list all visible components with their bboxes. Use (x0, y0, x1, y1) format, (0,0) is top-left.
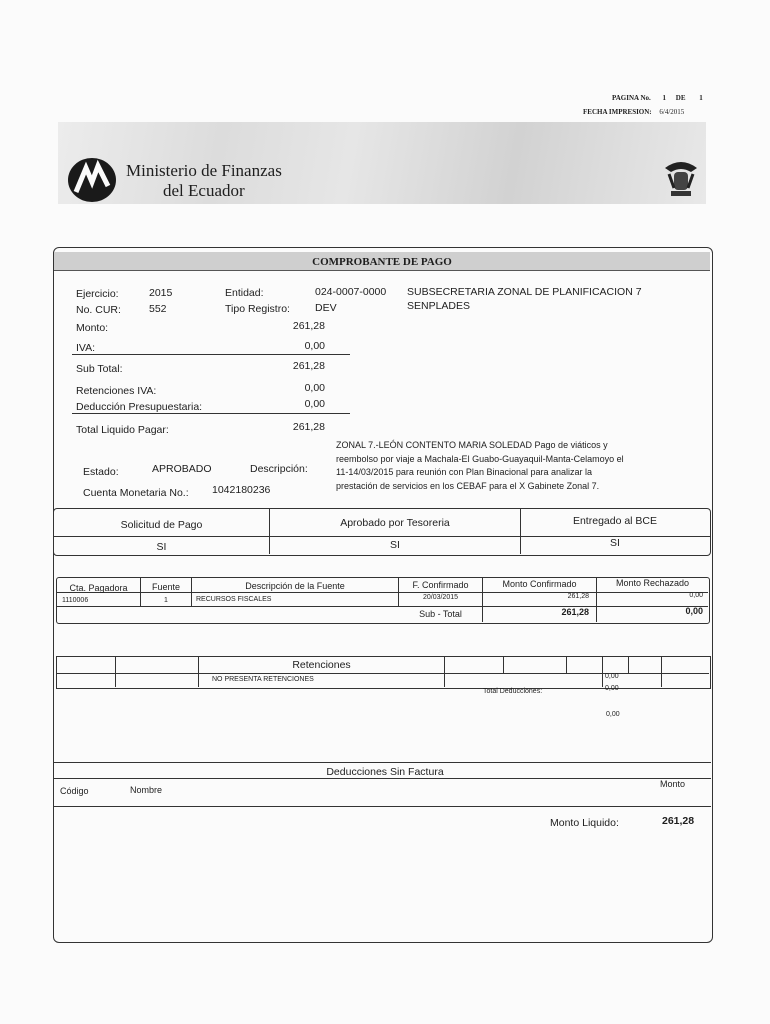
subtotal-rule (72, 354, 350, 355)
retenciones-row-value: 0,00 (605, 673, 619, 680)
deducciones-header-rule (54, 778, 711, 779)
deduccion-label: Deducción Presupuestaria: (76, 401, 203, 413)
cur-label: No. CUR: (76, 304, 121, 316)
retenciones-col-5 (566, 657, 567, 673)
funds-cell-fconfirmado: 20/03/2015 (422, 594, 459, 601)
descripcion-text: ZONAL 7.-LEÓN CONTENTO MARIA SOLEDAD Pago de viáticos y reembolso por viaje a Machala-El Guabo-Guayaquil-Manta-Celamoyo el 11-14/03/2015 para reunión con Plan Binacional para analizar la prestación de servicios en los CEBAF para el X Gabinete Zonal 7. (336, 440, 624, 491)
approval-header-solicitud: Solicitud de Pago (120, 519, 203, 531)
deducciones-top-rule (54, 762, 711, 763)
deducciones-col-code: Código (60, 786, 89, 796)
retenciones-col-7 (628, 657, 629, 673)
funds-subtotal-rejected: 0,00 (685, 606, 703, 616)
retenciones-iva-label: Retenciones IVA: (76, 385, 157, 397)
descripcion-label: Descripción: (250, 463, 308, 475)
funds-subtotal-confirmed: 261,28 (561, 607, 589, 617)
retenciones-extra-value: 0,00 (606, 711, 620, 718)
deducciones-col-amount: Monto (660, 779, 686, 789)
entidad-name-1: SUBSECRETARIA ZONAL DE PLANIFICACION 7 (407, 286, 642, 298)
total-deducciones-value: 0,00 (605, 685, 619, 692)
cur-value: 552 (149, 303, 167, 315)
funds-cell-monto-confirmado: 261,28 (567, 593, 589, 600)
approval-value-tesoreria: SI (390, 539, 400, 551)
retenciones-col-4 (503, 657, 504, 673)
voucher-title: COMPROBANTE DE PAGO (312, 256, 452, 268)
estado-value: APROBADO (152, 463, 212, 475)
deducciones-bottom-rule (54, 806, 711, 807)
iva-label: IVA: (76, 342, 96, 354)
approval-value-bce: SI (610, 537, 620, 549)
monto-value: 261,28 (292, 320, 325, 332)
retenciones-col-8 (661, 657, 662, 687)
approval-value-solicitud: SI (156, 541, 167, 553)
retenciones-col-6 (602, 657, 603, 687)
funds-cell-descripcion: RECURSOS FISCALES (196, 596, 272, 603)
funds-cell-fuente: 1 (164, 597, 168, 604)
total-value: 261,28 (292, 421, 325, 433)
subtotal-label: Sub Total: (76, 363, 123, 375)
monto-liquido-label: Monto Liquido: (550, 817, 619, 829)
funds-header-monto-confirmado: Monto Confirmado (502, 579, 577, 589)
deducciones-title: Deducciones Sin Factura (326, 766, 444, 778)
approval-header-bce: Entregado al BCE (572, 515, 658, 527)
total-deducciones-label: Total Deducciones: (483, 688, 543, 695)
funds-header-fconfirmado: F. Confirmado (412, 580, 469, 590)
ministry-name: Ministerio de Finanzas del Ecuador (126, 161, 282, 200)
funds-subtotal-label: Sub - Total (419, 609, 462, 619)
total-label: Total Liquido Pagar: (76, 424, 169, 436)
retenciones-iva-value: 0,00 (304, 382, 325, 394)
funds-header-fuente: Fuente (151, 582, 181, 592)
tipo-registro-label: Tipo Registro: (225, 303, 290, 315)
retenciones-row-text: NO PRESENTA RETENCIONES (212, 676, 314, 683)
subtotal-value: 261,28 (292, 360, 325, 372)
approval-header-tesoreria: Aprobado por Tesoreria (340, 517, 450, 529)
coat-of-arms-icon (661, 158, 701, 200)
cuenta-label: Cuenta Monetaria No.: (83, 487, 189, 499)
ejercicio-value: 2015 (149, 287, 173, 299)
entidad-label: Entidad: (225, 287, 264, 299)
monto-label: Monto: (76, 322, 109, 334)
page-number-label: PAGINA No. 1 DE 1 (612, 94, 703, 102)
funds-cell-monto-rechazado: 0,00 (689, 592, 703, 599)
retenciones-col-3 (444, 657, 445, 687)
iva-value: 0,00 (304, 340, 325, 352)
total-rule (72, 413, 350, 414)
funds-header-descripcion: Descripción de la Fuente (245, 581, 345, 591)
ministry-logo-icon (66, 156, 118, 204)
tipo-registro-value: DEV (315, 302, 337, 314)
funds-header-monto-rechazado: Monto Rechazado (615, 578, 690, 588)
estado-label: Estado: (83, 466, 119, 478)
funds-cell-cta: 1110006 (62, 597, 89, 604)
deducciones-col-name: Nombre (130, 785, 163, 795)
entidad-code: 024-0007-0000 (315, 286, 387, 298)
retenciones-col-1 (115, 657, 116, 687)
funds-header-cta: Cta. Pagadora (69, 583, 128, 593)
deduccion-value: 0,00 (304, 398, 325, 410)
cuenta-value: 1042180236 (212, 484, 271, 496)
ejercicio-label: Ejercicio: (76, 288, 119, 300)
entidad-name-2: SENPLADES (407, 300, 471, 312)
monto-liquido-value: 261,28 (662, 815, 695, 827)
print-date: FECHA IMPRESION: 6/4/2015 (583, 108, 685, 116)
retenciones-title: Retenciones (292, 659, 351, 671)
